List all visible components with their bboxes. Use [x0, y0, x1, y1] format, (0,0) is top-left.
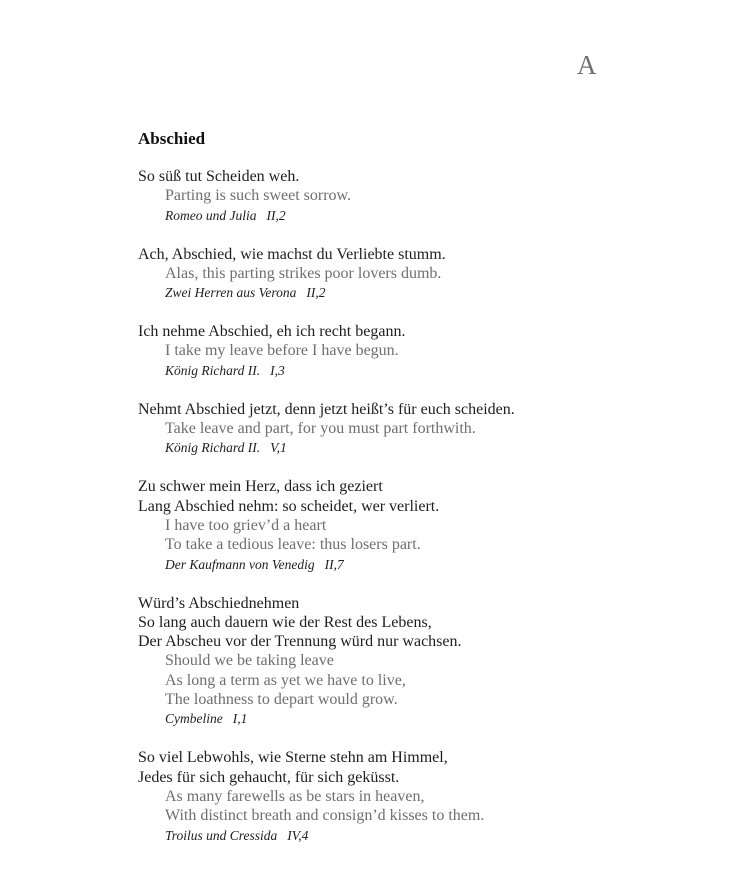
source-citation: [138, 206, 698, 226]
english-line: Parting is such sweet sorrow.: [165, 187, 352, 205]
english-line: I take my leave before I have begun.: [165, 342, 399, 360]
act-scene: I,3: [270, 362, 285, 378]
german-line: Ich nehme Abschied, eh ich recht begann.: [138, 323, 406, 341]
quote-entry: [138, 594, 698, 730]
english-line: I have too griev’d a heart: [165, 516, 327, 534]
work-title: Zwei Herren aus Verona: [165, 285, 297, 301]
section-heading: Abschied: [138, 129, 206, 148]
german-line: Nehmt Abschied jetzt, denn jetzt heißt’s für euch scheiden.: [138, 400, 515, 418]
act-scene: V,1: [270, 440, 287, 456]
german-line: Zu schwer mein Herz, dass ich geziert: [138, 478, 383, 496]
german-line: Lang Abschied nehm: so scheidet, wer verliert.: [138, 497, 440, 515]
english-line: Should we be taking leave: [165, 652, 334, 670]
quote-entry: [138, 748, 698, 845]
quote-entry: [138, 167, 698, 226]
source-citation: [138, 361, 698, 381]
german-line: So viel Lebwohls, wie Sterne stehn am Himmel,: [138, 749, 448, 767]
source-citation: [138, 438, 698, 458]
work-title: Troilus und Cressida: [165, 827, 278, 843]
german-line: Würd’s Abschiednehmen: [138, 594, 300, 612]
act-scene: II,2: [306, 285, 326, 301]
act-scene: II,2: [266, 207, 286, 223]
english-line: As many farewells as be stars in heaven,: [165, 787, 425, 805]
english-line: Alas, this parting strikes poor lovers dumb.: [165, 264, 442, 282]
work-title: König Richard II.: [165, 440, 261, 456]
quote-entry: [138, 245, 698, 304]
english-line: With distinct breath and consign’d kisses to them.: [165, 807, 485, 825]
quote-list: [138, 167, 698, 846]
german-line: So süß tut Scheiden weh.: [138, 168, 300, 185]
english-line: As long a term as yet we have to live,: [165, 671, 406, 689]
page-letter: A: [577, 50, 597, 80]
source-citation: [138, 283, 698, 303]
source-citation: [138, 555, 698, 575]
act-scene: II,7: [324, 556, 344, 572]
act-scene: IV,4: [287, 827, 309, 843]
german-line: Ach, Abschied, wie machst du Verliebte stumm.: [138, 245, 446, 263]
work-title: Der Kaufmann von Venedig: [165, 556, 315, 572]
work-title: Cymbeline: [165, 711, 223, 727]
quote-entry: [138, 322, 698, 381]
german-line: So lang auch dauern wie der Rest des Lebens,: [138, 613, 432, 631]
source-citation: [138, 709, 698, 729]
german-line: Der Abscheu vor der Trennung würd nur wachsen.: [138, 633, 462, 651]
english-line: To take a tedious leave: thus losers part.: [165, 536, 421, 554]
quote-entry: [138, 400, 698, 459]
act-scene: I,1: [232, 711, 248, 727]
source-citation: [138, 826, 698, 846]
english-line: Take leave and part, for you must part forthwith.: [165, 420, 476, 438]
german-line: Jedes für sich gehaucht, für sich geküsst.: [138, 768, 400, 786]
work-title: Romeo und Julia: [165, 207, 257, 223]
work-title: König Richard II.: [165, 362, 261, 378]
english-line: The loathness to depart would grow.: [165, 691, 398, 709]
quote-entry: [138, 477, 698, 574]
